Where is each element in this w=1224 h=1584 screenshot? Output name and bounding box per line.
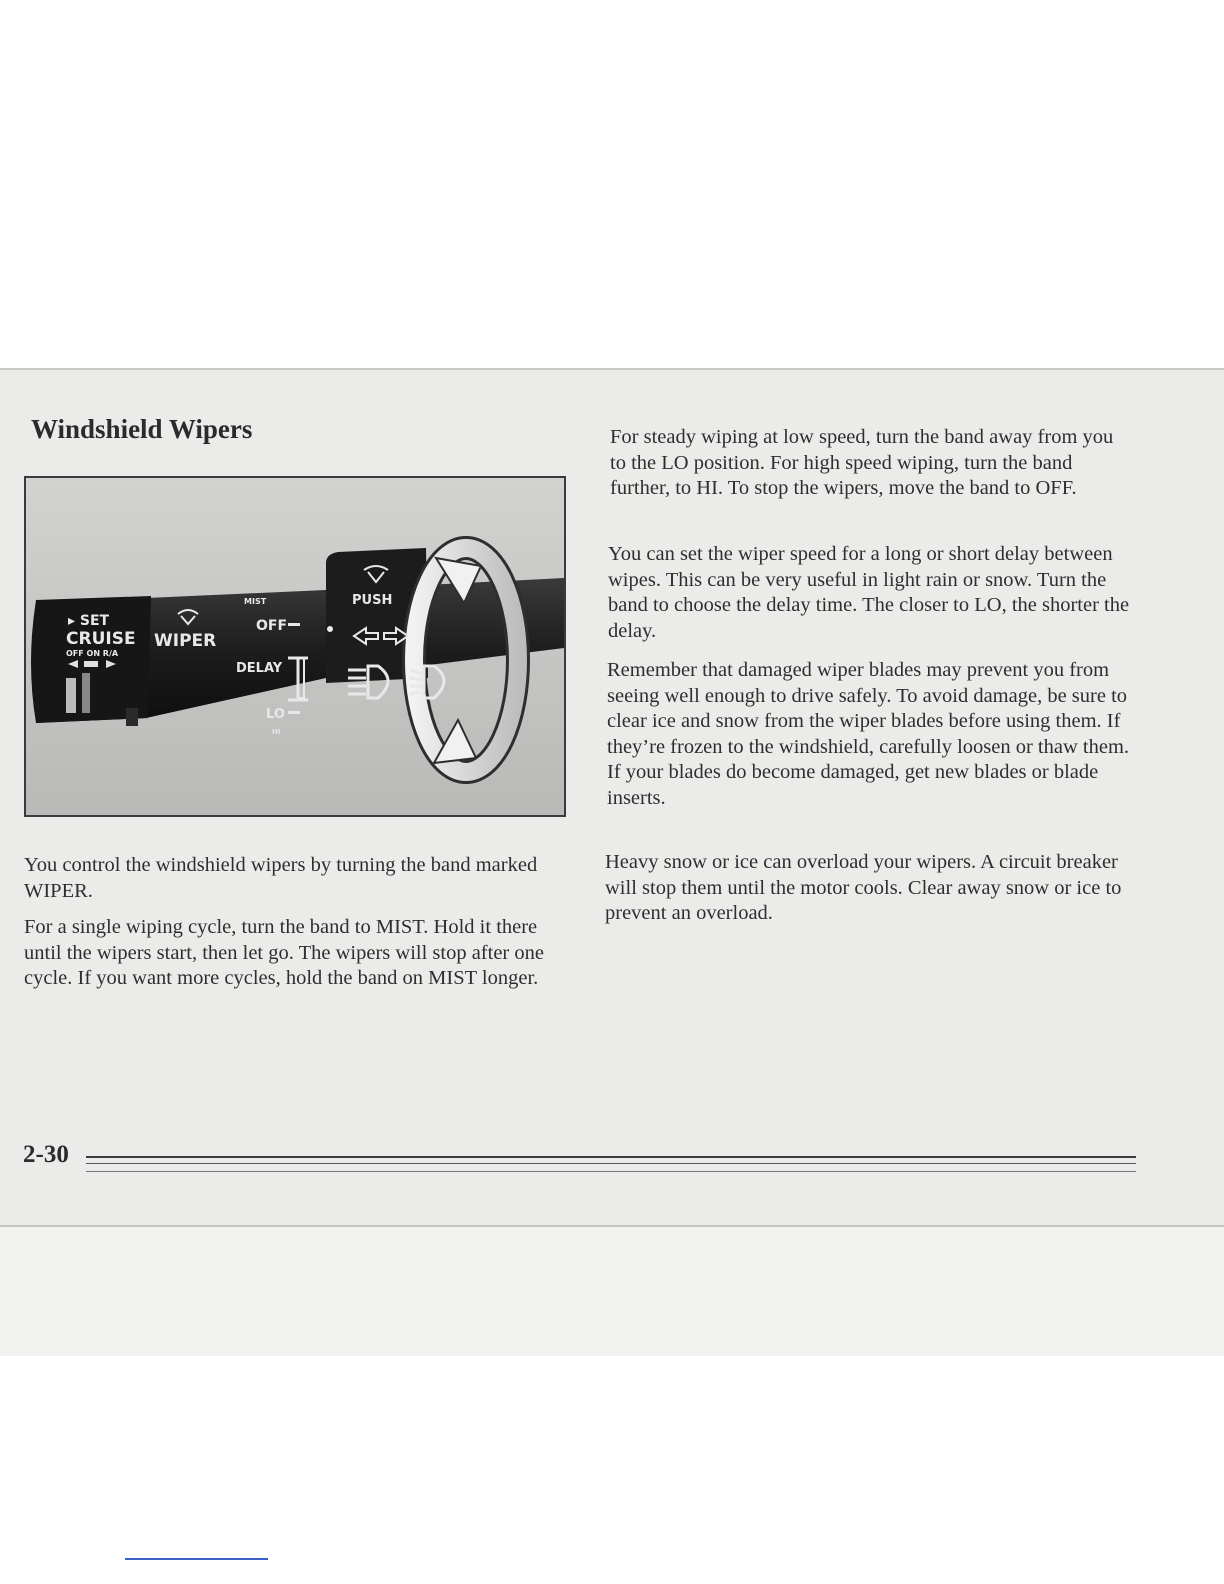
paragraph-steady-wiping: For steady wiping at low speed, turn the band away from you to the LO position. For high speed wiping, turn the band further, to HI. To stop the wipers, move the band to OFF.	[610, 426, 1114, 499]
footer-rule	[86, 1156, 1136, 1158]
page-number: 2-30	[23, 1141, 69, 1168]
wiper-lever-figure	[24, 476, 566, 817]
figure-label-delay: DELAY	[236, 661, 283, 676]
figure-label-push: PUSH	[352, 593, 393, 608]
figure-label-off: OFF	[256, 618, 288, 634]
cruise-switch-tab-2	[82, 673, 90, 713]
footer-rule-faint	[86, 1171, 1136, 1172]
figure-label-lo: LO	[266, 707, 285, 722]
cruise-switch-tab-1	[66, 678, 76, 713]
paragraph-single-wiping-cycle: For a single wiping cycle, turn the band to MIST. Hold it there until the wipers start, then let go. The wipers will stop after one cycle. If you want more cycles, hold the band on MIST longer.	[24, 916, 544, 989]
figure-label-hi: HI	[272, 728, 281, 736]
paragraph-delay-setting: You can set the wiper speed for a long or short delay between wipes. This can be very useful in light rain or snow. Turn the band to choose the delay time. The closer to LO, the shorter the delay.	[608, 543, 1130, 642]
figure-label-mist: MIST	[244, 597, 267, 606]
paragraph-band-marked-wiper: You control the windshield wipers by turning the band marked WIPER.	[24, 854, 538, 902]
footer-rule-thin	[86, 1163, 1136, 1164]
figure-label-cruise: CRUISE	[66, 629, 136, 649]
figure-label-set: ▸ SET	[68, 613, 110, 629]
page-title: Windshield Wipers	[31, 414, 253, 444]
figure-label-cruise-positions: OFF ON R/A	[66, 649, 119, 658]
footer-underline	[125, 1558, 268, 1560]
paragraph-overload-warning: Heavy snow or ice can overload your wipers. A circuit breaker will stop them until the motor cools. Clear away snow or ice to prevent an overload.	[605, 851, 1122, 924]
paragraph-damaged-blades: Remember that damaged wiper blades may prevent you from seeing well enough to drive safely. To avoid damage, be sure to clear ice and snow from the wiper blades before using them. If they’re frozen to the windshield, carefully loosen or thaw them. If your blades do become damaged, get new blades or blade inserts.	[607, 659, 1130, 809]
stalk-foot	[126, 708, 138, 726]
wiper-lever-illustration	[26, 478, 564, 815]
figure-label-wiper: WIPER	[154, 631, 217, 651]
cruise-arrows-icon	[68, 660, 116, 668]
